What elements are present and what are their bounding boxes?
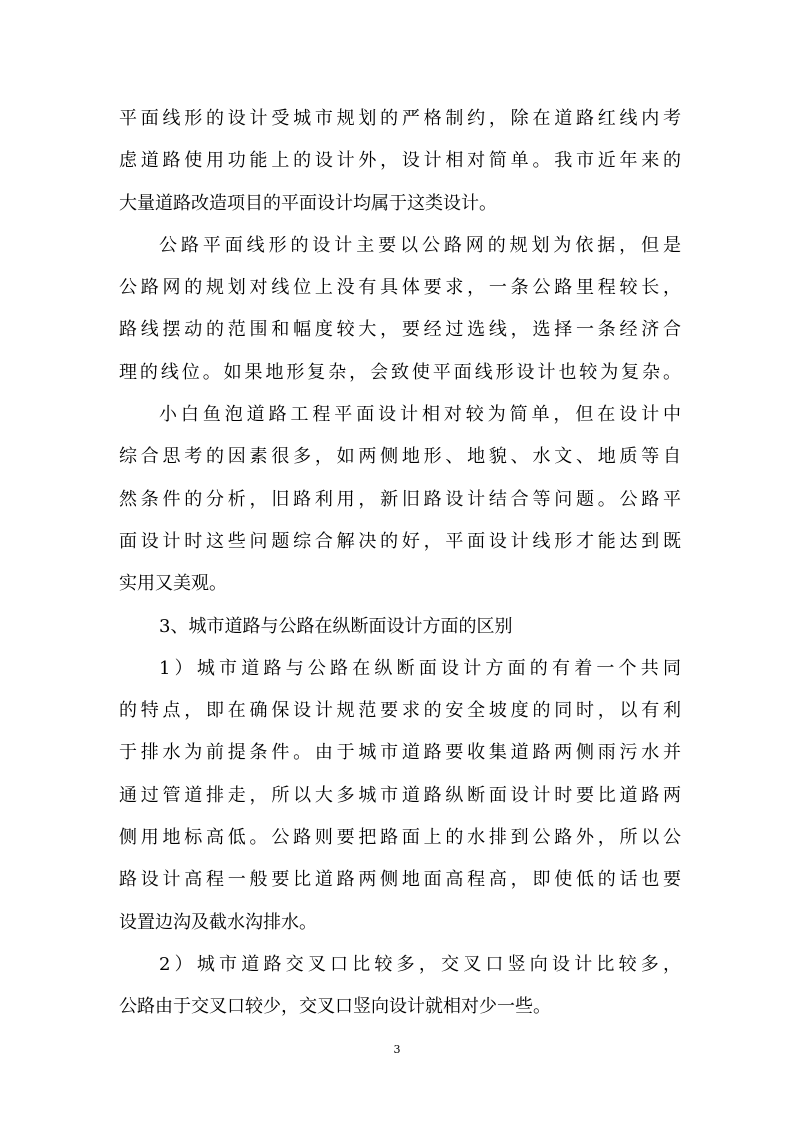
body-text <box>119 98 681 1029</box>
text-line: 然条件的分析，旧路利用，新旧路设计结合等问题。公路平 <box>119 488 681 510</box>
text-line: 于排水为前提条件。由于城市道路要收集道路两侧雨污水并 <box>119 742 681 764</box>
text-line: 路线摆动的范围和幅度较大，要经过选线，选择一条经济合 <box>119 319 681 341</box>
text-line: 理的线位。如果地形复杂，会致使平面线形设计也较为复杂。 <box>119 361 681 383</box>
text-line: 的特点，即在确保设计规范要求的安全坡度的同时，以有利 <box>119 700 681 722</box>
text-line: 面设计时这些问题综合解决的好，平面设计线形才能达到既 <box>119 530 681 552</box>
text-line: 虑道路使用功能上的设计外，设计相对简单。我市近年来的 <box>119 150 681 172</box>
page-number: 3 <box>393 1043 401 1056</box>
text-line: 公路网的规划对线位上没有具体要求，一条公路里程较长， <box>119 277 681 299</box>
section-heading: 3、城市道路与公路在纵断面设计方面的区别 <box>159 615 513 637</box>
text-line: 实用又美观。 <box>119 573 227 595</box>
paragraph-first-line: 小白鱼泡道路工程平面设计相对较为简单，但在设计中 <box>159 404 681 426</box>
text-line: 综合思考的因素很多，如两侧地形、地貌、水文、地质等自 <box>119 446 681 468</box>
text-line: 公路由于交叉口较少，交叉口竖向设计就相对少一些。 <box>119 996 551 1018</box>
text-line: 路设计高程一般要比道路两侧地面高程高，即使低的话也要 <box>119 869 681 891</box>
paragraph-first-line: 1）城市道路与公路在纵断面设计方面的有着一个共同 <box>159 657 681 679</box>
paragraph-first-line: 2）城市道路交叉口比较多，交叉口竖向设计比较多， <box>159 953 681 975</box>
text-line: 平面线形的设计受城市规划的严格制约，除在道路红线内考 <box>119 108 681 129</box>
text-line: 侧用地标高低。公路则要把路面上的水排到公路外，所以公 <box>119 827 681 849</box>
paragraph-first-line: 公路平面线形的设计主要以公路网的规划为依据，但是 <box>159 234 681 256</box>
text-line: 设置边沟及截水沟排水。 <box>119 911 317 933</box>
text-line: 大量道路改造项目的平面设计均属于这类设计。 <box>119 192 497 214</box>
text-line: 通过管道排走，所以大多城市道路纵断面设计时要比道路两 <box>119 784 681 806</box>
